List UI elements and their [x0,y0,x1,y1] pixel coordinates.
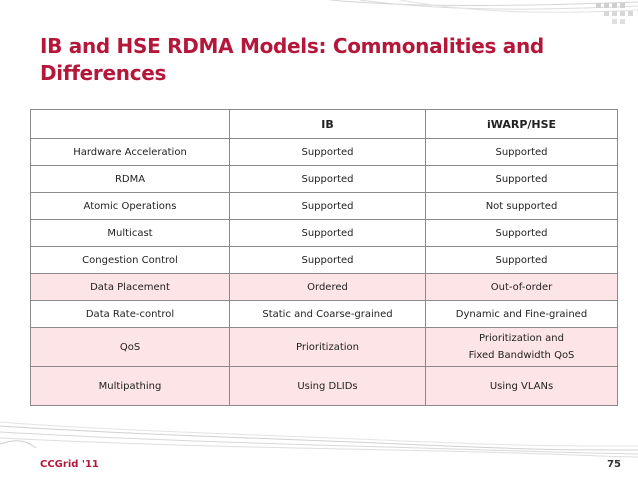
ib-cell: Using DLIDs [230,367,426,406]
ib-cell: Supported [230,220,426,247]
feature-cell: Data Placement [31,274,230,301]
table-row [31,301,618,328]
iwarp-cell: Using VLANs [426,367,618,406]
footer-page-number: 75 [607,459,621,470]
iwarp-cell [426,328,618,367]
header-ib: IB [230,110,426,139]
iwarp-cell: Not supported [426,193,618,220]
ib-cell: Ordered [230,274,426,301]
ib-cell: Prioritization [230,328,426,367]
slide-title-line-1: IB and HSE RDMA Models: Commonalities and [40,34,544,58]
table-row-highlighted [31,367,618,406]
table-row-highlighted [31,274,618,301]
table-row [31,166,618,193]
table-row [31,220,618,247]
feature-cell: Congestion Control [31,247,230,274]
iwarp-cell-line-1: Prioritization and [479,333,564,344]
ib-cell: Supported [230,247,426,274]
ib-cell: Supported [230,193,426,220]
feature-cell: Atomic Operations [31,193,230,220]
slide-title-line-2: Differences [40,61,167,85]
iwarp-cell: Supported [426,166,618,193]
table-header-row [31,110,618,139]
iwarp-cell: Supported [426,139,618,166]
iwarp-cell: Supported [426,220,618,247]
slide-title [40,33,600,87]
feature-cell: QoS [31,328,230,367]
header-feature [31,110,230,139]
bottom-decoration-lines [0,420,638,479]
footer-conference-label: CCGrid '11 [40,459,99,470]
iwarp-cell: Supported [426,247,618,274]
top-decoration-lines [0,0,638,30]
iwarp-cell-line-2: Fixed Bandwidth QoS [468,350,575,361]
feature-cell: RDMA [31,166,230,193]
feature-cell: Multipathing [31,367,230,406]
table-row [31,139,618,166]
header-iwarp: iWARP/HSE [426,110,618,139]
feature-cell: Data Rate-control [31,301,230,328]
feature-cell: Multicast [31,220,230,247]
ib-cell: Supported [230,139,426,166]
iwarp-cell: Dynamic and Fine-grained [426,301,618,328]
iwarp-cell: Out-of-order [426,274,618,301]
ib-cell: Static and Coarse-grained [230,301,426,328]
comparison-table [30,109,618,406]
table-row [31,193,618,220]
table-row-highlighted [31,328,618,367]
feature-cell: Hardware Acceleration [31,139,230,166]
table-row [31,247,618,274]
ib-cell: Supported [230,166,426,193]
